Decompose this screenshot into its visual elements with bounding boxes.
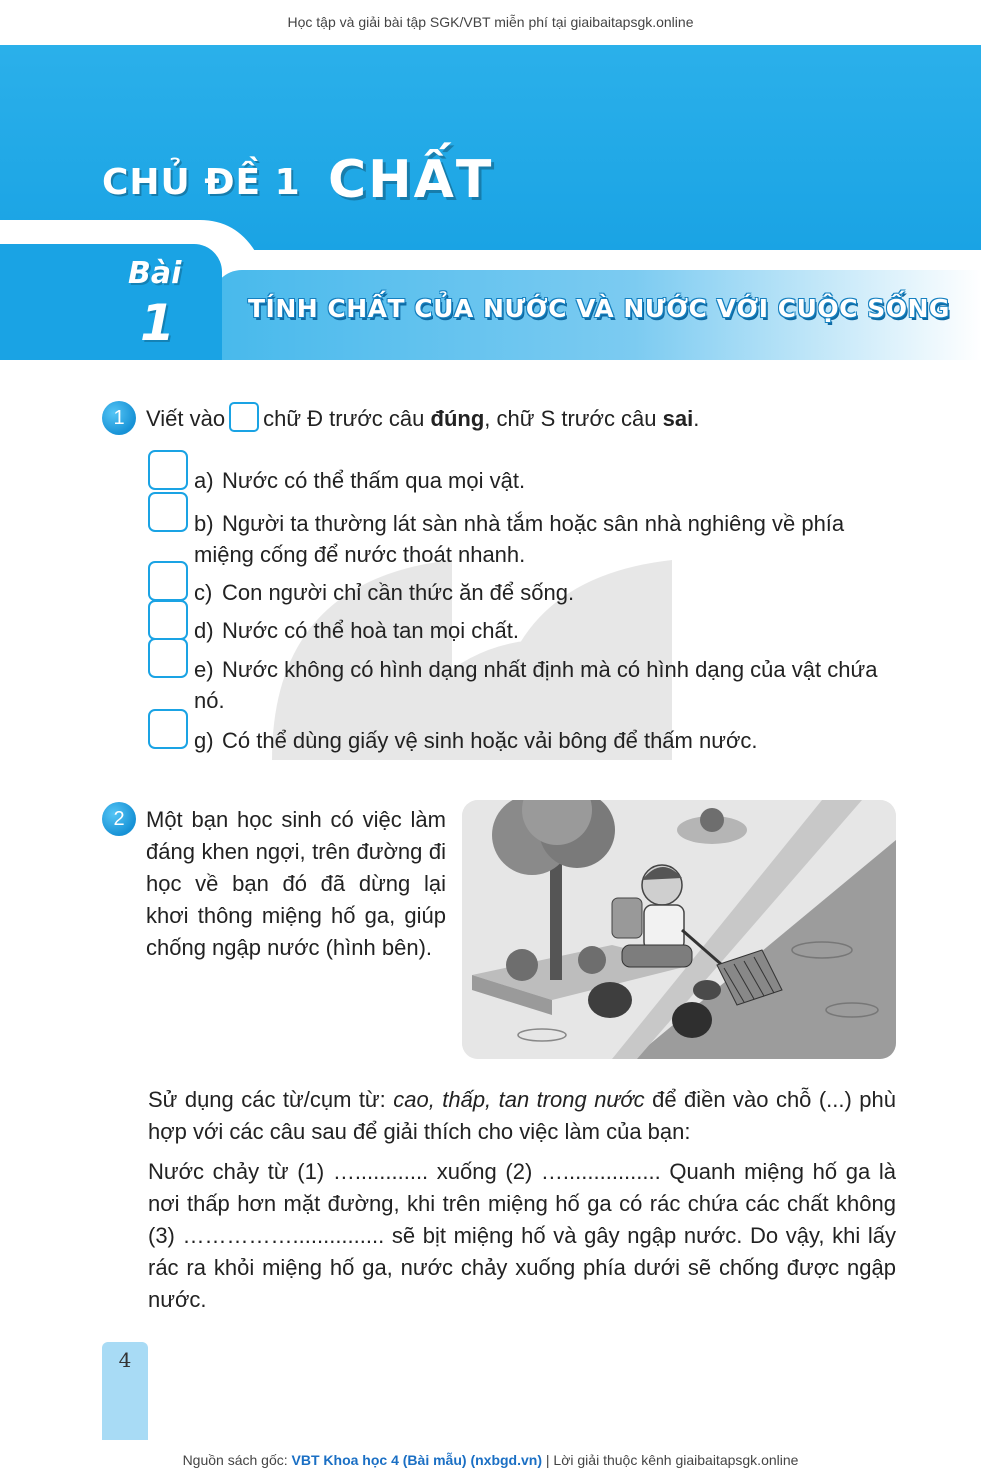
statement-label: d): [194, 618, 214, 643]
topic-banner: [0, 45, 981, 250]
statement-text: Nước có thể thấm qua mọi vật.: [222, 468, 526, 493]
question-2-fill-paragraph: Nước chảy từ (1) …............ xuống (2) …................ Quanh miệng hố ga là nơi thấp hơn mặt đường, khi trên miệng hố ga có rác chứa các chất không (3) ……………............... sẽ bịt miệng hố và gây ngập nước. Do vậy, khi lấy rác ra khỏi miệng hố ga, nước chảy xuống phía dưới sẽ chống được ngập nước.: [148, 1159, 896, 1312]
statement-label: b): [194, 511, 214, 536]
footer-suffix: | Lời giải thuộc kênh giaibaitapsgk.online: [545, 1452, 799, 1468]
statement-c: [194, 577, 896, 608]
statement-label: e): [194, 657, 214, 682]
answer-box-g[interactable]: [148, 709, 188, 749]
footer-source-link[interactable]: VBT Khoa học 4 (Bài mẫu) (nxbgd.vn): [291, 1452, 542, 1468]
lesson-word: Bài: [128, 256, 182, 291]
lesson-title: TÍNH CHẤT CỦA NƯỚC VÀ NƯỚC VỚI CUỘC SỐNG: [248, 294, 950, 323]
instruction-words: cao, thấp, tan trong nước: [393, 1087, 645, 1112]
statement-text: Người ta thường lát sàn nhà tắm hoặc sân nhà nghiêng về phía miệng cống để nước thoát nhanh.: [194, 511, 845, 567]
statement-text: Có thể dùng giấy vệ sinh hoặc vải bông để thấm nước.: [222, 728, 758, 753]
answer-box-c[interactable]: [148, 561, 188, 601]
answer-box-d[interactable]: [148, 600, 188, 640]
topic-title: CHẤT: [328, 150, 494, 210]
footer-prefix: Nguồn sách gốc:: [182, 1452, 288, 1468]
question-1-prompt: [146, 402, 699, 435]
instruction-text: để điền vào chỗ (...) phù hợp với các câu sau để giải thích cho việc làm của bạn:: [148, 1087, 896, 1144]
prompt-bold-false: sai: [662, 406, 694, 431]
question-1-number: 1: [102, 401, 136, 435]
illustration-student-clearing-drain: [462, 800, 896, 1059]
answer-box-a[interactable]: [148, 450, 188, 490]
answer-box-b[interactable]: [148, 492, 188, 532]
statement-label: a): [194, 468, 214, 493]
statement-label: g): [194, 728, 214, 753]
statement-text: Nước có thể hoà tan mọi chất.: [222, 618, 519, 643]
prompt-text: chữ Đ trước câu: [263, 406, 425, 431]
question-2-instruction: [148, 1084, 896, 1148]
prompt-text: Viết vào: [146, 406, 226, 431]
instruction-text: Sử dụng các từ/cụm từ:: [148, 1087, 386, 1112]
statement-text: Nước không có hình dạng nhất định mà có hình dạng của vật chứa nó.: [194, 657, 878, 713]
lesson-badge: [0, 244, 222, 360]
question-2-text: Một bạn học sinh có việc làm đáng khen ngợi, trên đường đi học về bạn đó đã dừng lại khơi thông miệng hố ga, giúp chống ngập nước (hình bên).: [146, 807, 446, 960]
statement-d: [194, 615, 896, 646]
answer-box-sample: [229, 402, 259, 432]
topic-label: CHỦ ĐỀ 1: [102, 162, 301, 203]
footer: [0, 1452, 981, 1468]
header-note: Học tập và giải bài tập SGK/VBT miễn phí tại giaibaitapsgk.online: [287, 14, 694, 30]
statement-a: [194, 465, 896, 496]
statement-label: c): [194, 580, 213, 605]
illustration-drawing: [462, 800, 896, 1059]
answer-box-e[interactable]: [148, 638, 188, 678]
statement-b: [194, 508, 896, 570]
question-2-number: 2: [102, 802, 136, 836]
statement-e: [194, 654, 896, 716]
statement-text: Con người chỉ cần thức ăn để sống.: [222, 580, 575, 605]
statement-g: [194, 725, 896, 756]
prompt-bold-true: đúng: [430, 406, 485, 431]
prompt-text: .: [693, 406, 700, 431]
page-number: 4: [118, 1348, 132, 1372]
prompt-text: , chữ S trước câu: [484, 406, 657, 431]
lesson-number: 1: [140, 294, 175, 352]
